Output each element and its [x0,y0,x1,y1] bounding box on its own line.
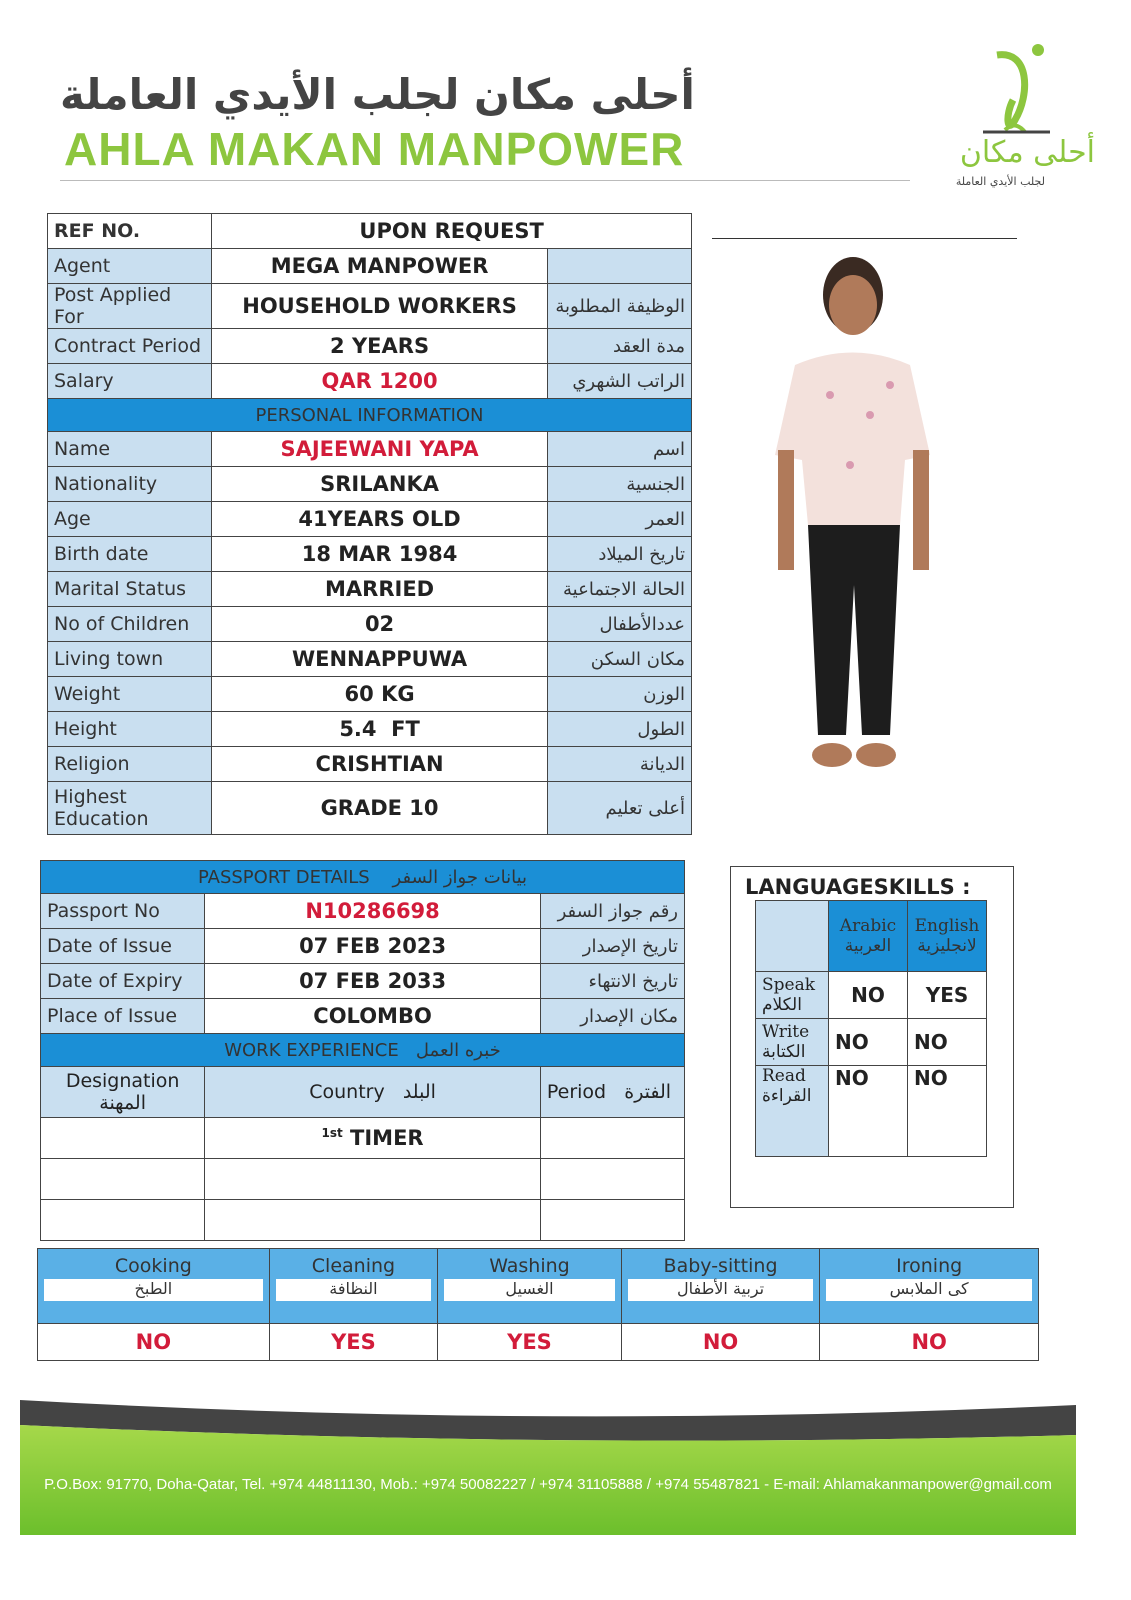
table-row [41,1200,685,1241]
speak-english: YES [908,972,987,1019]
table-row [48,782,692,835]
photo-divider [712,238,1017,239]
table-row [41,894,685,929]
height-label-ar: الطول [547,712,691,747]
babysitting-header-ar: تربية الأطفال [628,1279,814,1301]
contract-label-ar: مدة العقد [547,329,691,364]
passport-heading: PASSPORT DETAILS [197,866,370,888]
country-header-ar: البلد [402,1081,436,1103]
personal-info-heading: PERSONAL INFORMATION [48,399,692,432]
religion-value: CRISHTIAN [212,747,548,782]
english-header-ar: لانجليزية [917,936,977,956]
weight-value: 60 KG [212,677,548,712]
issue-date-label: Date of Issue [41,929,205,964]
cleaning-header-ar: النظافة [276,1279,432,1301]
cooking-value: NO [38,1324,270,1361]
period-header: Period [546,1081,607,1103]
agent-label-ar [547,249,691,284]
cleaning-header: Cleaning [311,1255,396,1277]
footer-contact-text: P.O.Box: 91770, Doha-Qatar, Tel. +974 44811130, Mob.: +974 50082227 / +974 31105888 / +974 55487821 - E-mail: Ahlamakanmanpower@gmail.com [44,1476,1052,1493]
period-header-ar: الفترة [624,1081,672,1103]
write-label-ar: الكتابة [762,1042,806,1062]
washing-header: Washing [489,1255,570,1277]
header-divider [60,180,910,181]
children-value: 02 [212,607,548,642]
speak-label: Speak [762,975,816,995]
table-row [756,1066,987,1157]
applicant-info-table [47,213,692,835]
designation-header: Designation [65,1070,180,1092]
education-label: Highest Education [48,782,212,835]
table-row [48,572,692,607]
table-row [48,747,692,782]
town-label: Living town [48,642,212,677]
education-value: GRADE 10 [212,782,548,835]
table-row [48,364,692,399]
work-entry [205,1118,541,1159]
salary-label-ar: الراتب الشهري [547,364,691,399]
weight-label-ar: الوزن [547,677,691,712]
town-value: WENNAPPUWA [212,642,548,677]
cooking-header-ar: الطبخ [44,1279,263,1301]
applicant-photo [750,255,960,785]
work-cell [41,1118,205,1159]
religion-label: Religion [48,747,212,782]
work-heading-ar: خبره العمل [415,1039,501,1061]
table-row [48,712,692,747]
birthdate-label-ar: تاريخ الميلاد [547,537,691,572]
table-row [41,1118,685,1159]
height-label: Height [48,712,212,747]
language-skills-table [755,900,987,1157]
work-heading: WORK EXPERIENCE [224,1039,399,1061]
write-arabic: NO [829,1019,908,1066]
work-entry-text: TIMER [350,1126,424,1150]
table-row [756,972,987,1019]
table-row [48,677,692,712]
salary-value: QAR 1200 [212,364,548,399]
expiry-date-label: Date of Expiry [41,964,205,999]
cleaning-value: YES [269,1324,438,1361]
religion-label-ar: الديانة [547,747,691,782]
table-row [48,467,692,502]
education-label-ar: أعلى تعليم [547,782,691,835]
section-band [41,1034,685,1067]
nationality-label: Nationality [48,467,212,502]
table-row [41,999,685,1034]
table-row [48,249,692,284]
place-issue-label: Place of Issue [41,999,205,1034]
agent-label: Agent [48,249,212,284]
name-label: Name [48,432,212,467]
arabic-header: Arabic [839,916,897,936]
lang-corner [756,901,829,972]
table-row [756,1019,987,1066]
work-header-row [41,1067,685,1118]
skills-header-row [38,1249,1039,1324]
age-value: 41YEARS OLD [212,502,548,537]
table-row [48,502,692,537]
birthdate-value: 18 MAR 1984 [212,537,548,572]
ironing-value: NO [820,1324,1039,1361]
marital-label: Marital Status [48,572,212,607]
age-label-ar: العمر [547,502,691,537]
children-label-ar: عددالأطفال [547,607,691,642]
babysitting-value: NO [621,1324,820,1361]
birthdate-label: Birth date [48,537,212,572]
company-logo [935,40,1095,200]
nationality-label-ar: الجنسية [547,467,691,502]
footer-wave-graphic [20,1395,1076,1535]
table-row [48,214,692,249]
passport-no-label: Passport No [41,894,205,929]
post-label-ar: الوظيفة المطلوبة [547,284,691,329]
washing-header-ar: الغسيل [444,1279,615,1301]
person-icon [750,255,960,785]
skills-table [37,1248,1039,1361]
weight-label: Weight [48,677,212,712]
table-row [48,284,692,329]
contract-label: Contract Period [48,329,212,364]
table-row [48,642,692,677]
skills-value-row [38,1324,1039,1361]
read-label: Read [762,1066,806,1086]
table-row [48,329,692,364]
read-arabic: NO [829,1066,908,1157]
speak-arabic: NO [829,972,908,1019]
speak-label-ar: الكلام [762,995,802,1015]
washing-value: YES [438,1324,622,1361]
expiry-date-value: 07 FEB 2033 [205,964,541,999]
read-english: NO [908,1066,987,1157]
post-value: HOUSEHOLD WORKERS [212,284,548,329]
designation-header-ar: المهنة [99,1092,146,1114]
table-row [41,964,685,999]
passport-no-value: N10286698 [205,894,541,929]
nationality-value: SRILANKA [212,467,548,502]
place-issue-value: COLOMBO [205,999,541,1034]
post-label: Post Applied For [48,284,212,329]
logo-subtext-arabic: لجلب الأيدي العاملة [955,175,1045,188]
table-row [48,432,692,467]
expiry-date-label-ar: تاريخ الانتهاء [540,964,684,999]
cooking-header: Cooking [114,1255,192,1277]
marital-label-ar: الحالة الاجتماعية [547,572,691,607]
language-skills-title: LANGUAGESKILLS : [745,875,971,899]
ironing-header-ar: کی الملابس [826,1279,1032,1301]
babysitting-header: Baby-sitting [663,1255,778,1277]
height-value: 5.4 FT [212,712,548,747]
ref-label: REF NO. [48,214,212,249]
passport-heading-ar: بيانات جواز السفر [392,866,528,888]
ironing-header: Ironing [896,1255,963,1277]
age-label: Age [48,502,212,537]
table-row [41,929,685,964]
logo-text-arabic: أحلى مكان [959,135,1095,170]
passport-no-label-ar: رقم جواز السفر [540,894,684,929]
write-label: Write [762,1022,810,1042]
title-english: AHLA MAKAN MANPOWER [64,123,685,175]
section-band [41,861,685,894]
place-issue-label-ar: مكان الإصدار [540,999,684,1034]
ref-value: UPON REQUEST [212,214,692,249]
section-band [48,399,692,432]
passport-work-table [40,860,685,1241]
table-row [756,901,987,972]
marital-value: MARRIED [212,572,548,607]
read-label-ar: القراءة [762,1086,812,1106]
work-entry-sup: 1st [321,1126,343,1140]
agent-value: MEGA MANPOWER [212,249,548,284]
name-value: SAJEEWANI YAPA [212,432,548,467]
issue-date-label-ar: تاريخ الإصدار [540,929,684,964]
write-english: NO [908,1019,987,1066]
town-label-ar: مكان السكن [547,642,691,677]
table-row [41,1159,685,1200]
issue-date-value: 07 FEB 2023 [205,929,541,964]
arabic-header-ar: العربية [844,936,892,956]
salary-label: Salary [48,364,212,399]
title-arabic: أحلى مكان لجلب الأيدي العاملة [60,70,695,119]
english-header: English [914,916,980,936]
contract-value: 2 YEARS [212,329,548,364]
work-cell [540,1118,684,1159]
footer-banner [20,1395,1076,1535]
children-label: No of Children [48,607,212,642]
country-header: Country [309,1081,385,1103]
table-row [48,537,692,572]
name-label-ar: اسم [547,432,691,467]
table-row [48,607,692,642]
